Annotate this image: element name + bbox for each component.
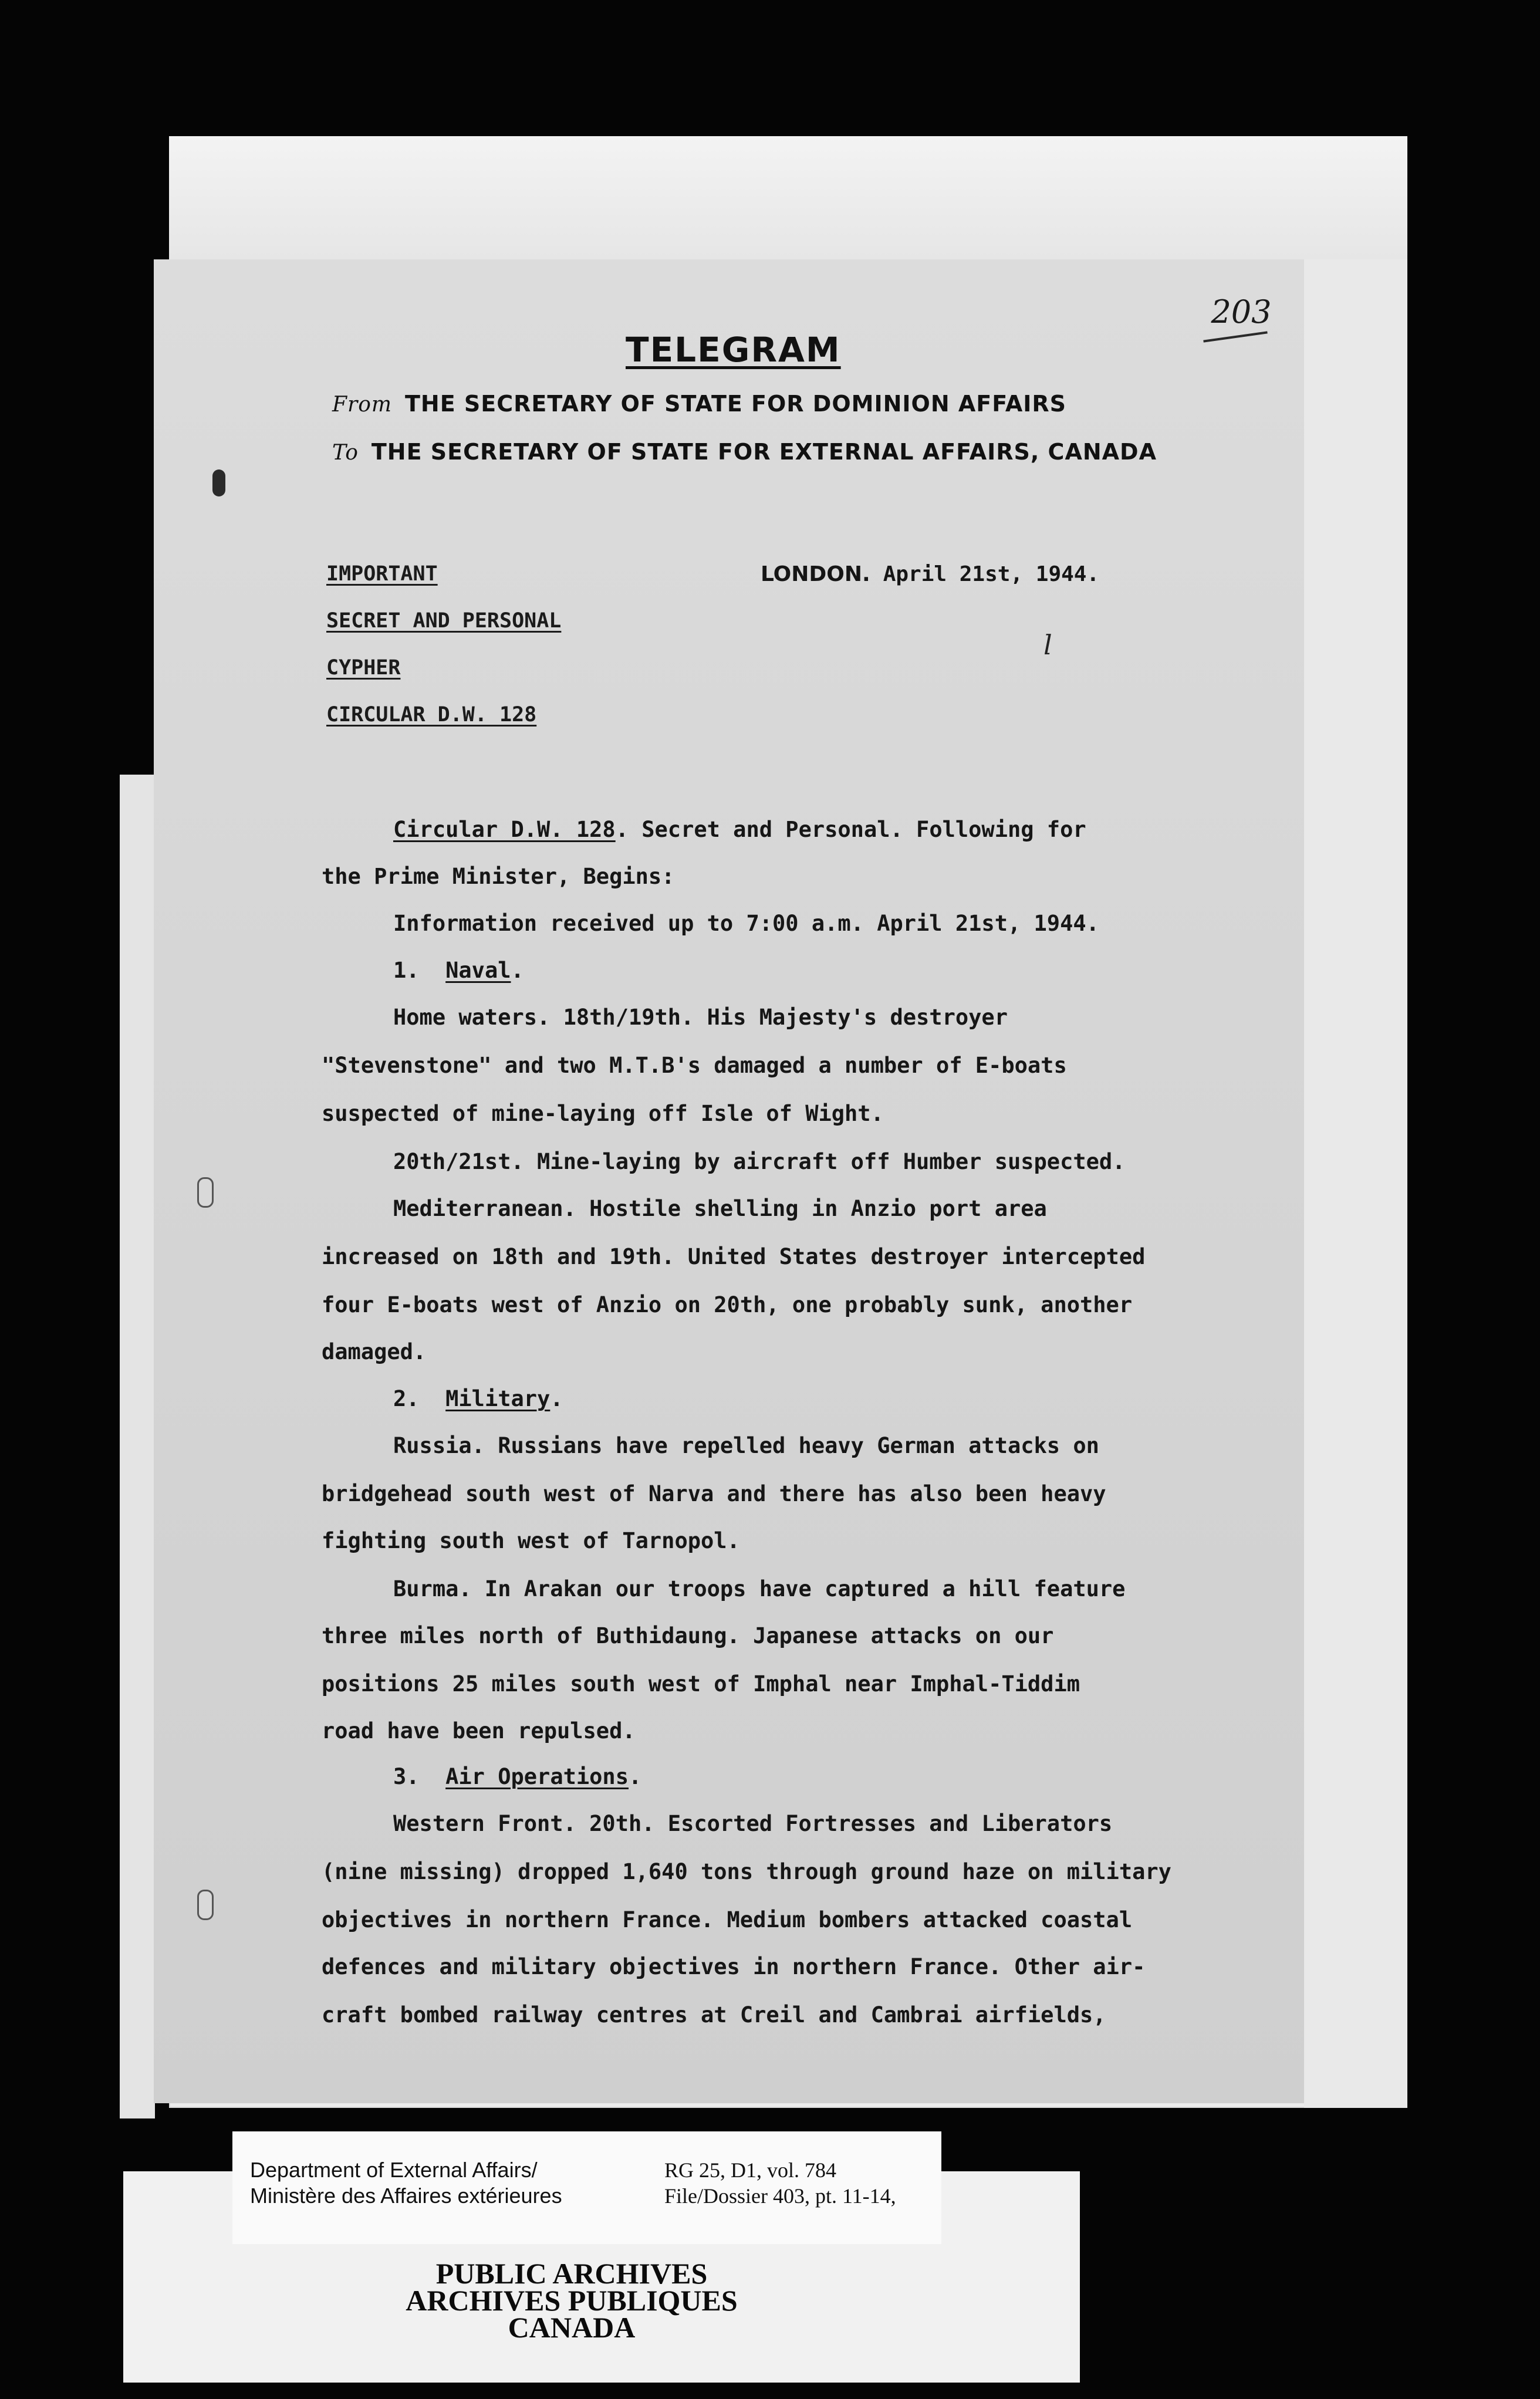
body-line: Russia. Russians have repelled heavy German attacks on bbox=[393, 1433, 1099, 1458]
underlying-page-left-edge bbox=[120, 775, 155, 2118]
section-number: 1. bbox=[393, 958, 420, 983]
body-line: damaged. bbox=[322, 1339, 427, 1364]
stamp-line: PUBLIC ARCHIVES bbox=[435, 2257, 708, 2290]
body-line: three miles north of Buthidaung. Japanese attacks on our bbox=[322, 1623, 1054, 1648]
body-line: Western Front. 20th. Escorted Fortresses and Liberators bbox=[393, 1811, 1113, 1836]
body-line: the Prime Minister, Begins: bbox=[322, 864, 675, 889]
to-label: To bbox=[332, 441, 359, 465]
to-line bbox=[332, 439, 1157, 465]
punch-hole bbox=[197, 1177, 214, 1208]
section-number: 2. bbox=[393, 1386, 420, 1411]
punch-hole bbox=[197, 1890, 214, 1920]
to-text: THE SECRETARY OF STATE FOR EXTERNAL AFFAIRS, CANADA bbox=[371, 439, 1157, 465]
dateline-place: LONDON. bbox=[761, 562, 870, 586]
section-heading: 2. Military. bbox=[393, 1386, 563, 1411]
body-line: Home waters. 18th/19th. His Majesty's destroyer bbox=[393, 1005, 1008, 1030]
body-line: Information received up to 7:00 a.m. April 21st, 1944. bbox=[393, 911, 1099, 936]
section-title: Military bbox=[445, 1386, 551, 1411]
body-line: Mediterranean. Hostile shelling in Anzio port area bbox=[393, 1196, 1047, 1221]
from-text: THE SECRETARY OF STATE FOR DOMINION AFFAIRS bbox=[405, 391, 1067, 417]
circular-reference: CIRCULAR D.W. 128 bbox=[326, 703, 537, 727]
file-reference: File/Dossier 403, pt. 11-14, bbox=[664, 2184, 896, 2208]
body-line: fighting south west of Tarnopol. bbox=[322, 1528, 740, 1553]
body-line: increased on 18th and 19th. United States destroyer intercepted bbox=[322, 1244, 1146, 1269]
section-title: Air Operations bbox=[445, 1764, 629, 1789]
circular-ref-inline: Circular D.W. 128 bbox=[393, 817, 616, 842]
dateline bbox=[761, 562, 1099, 586]
body-line: defences and military objectives in northern France. Other air- bbox=[322, 1954, 1146, 1979]
body-line: four E-boats west of Anzio on 20th, one probably sunk, another bbox=[322, 1292, 1133, 1317]
from-label: From bbox=[332, 393, 392, 417]
body-line: 20th/21st. Mine-laying by aircraft off Humber suspected. bbox=[393, 1149, 1126, 1174]
archive-reference-label bbox=[232, 2131, 941, 2244]
punch-hole bbox=[212, 469, 225, 496]
underlying-page-top-edge bbox=[169, 136, 1407, 259]
telegram-title: TELEGRAM bbox=[626, 330, 841, 370]
body-line: suspected of mine-laying off Isle of Wight. bbox=[322, 1101, 884, 1126]
section-heading: 3. Air Operations. bbox=[393, 1764, 642, 1789]
body-text: . Secret and Personal. Following for bbox=[615, 817, 1086, 842]
department-french: Ministère des Affaires extérieures bbox=[250, 2184, 562, 2208]
transmission-mode: CYPHER bbox=[326, 656, 401, 680]
stamp-line: ARCHIVES PUBLIQUES bbox=[406, 2284, 738, 2317]
dateline-date: April 21st, 1944. bbox=[883, 562, 1100, 586]
body-line: bridgehead south west of Narva and there has also been heavy bbox=[322, 1481, 1106, 1506]
classification-marking: SECRET AND PERSONAL bbox=[326, 609, 562, 633]
body-line: Burma. In Arakan our troops have captured a hill feature bbox=[393, 1576, 1126, 1601]
body-line: (nine missing) dropped 1,640 tons through ground haze on military bbox=[322, 1859, 1171, 1884]
section-heading: 1. Naval. bbox=[393, 958, 524, 983]
section-number: 3. bbox=[393, 1764, 420, 1789]
body-line: objectives in northern France. Medium bombers attacked coastal bbox=[322, 1907, 1133, 1932]
body-line: positions 25 miles south west of Imphal near Imphal-Tiddim bbox=[322, 1671, 1080, 1697]
from-line bbox=[332, 391, 1066, 417]
priority-marking: IMPORTANT bbox=[326, 562, 438, 586]
department-english: Department of External Affairs/ bbox=[250, 2158, 538, 2182]
handwritten-mark: l bbox=[1043, 629, 1052, 661]
underlying-page-right-edge bbox=[1304, 259, 1407, 2108]
body-line bbox=[393, 817, 1086, 842]
body-line: craft bombed railway centres at Creil and Cambrai airfields, bbox=[322, 2002, 1106, 2028]
body-line: road have been repulsed. bbox=[322, 1718, 636, 1744]
section-title: Naval bbox=[445, 958, 511, 983]
handwritten-page-number: 203 bbox=[1211, 293, 1272, 330]
record-group-reference: RG 25, D1, vol. 784 bbox=[664, 2158, 837, 2182]
stamp-line: CANADA bbox=[508, 2311, 636, 2344]
body-line: "Stevenstone" and two M.T.B's damaged a number of E-boats bbox=[322, 1053, 1067, 1078]
